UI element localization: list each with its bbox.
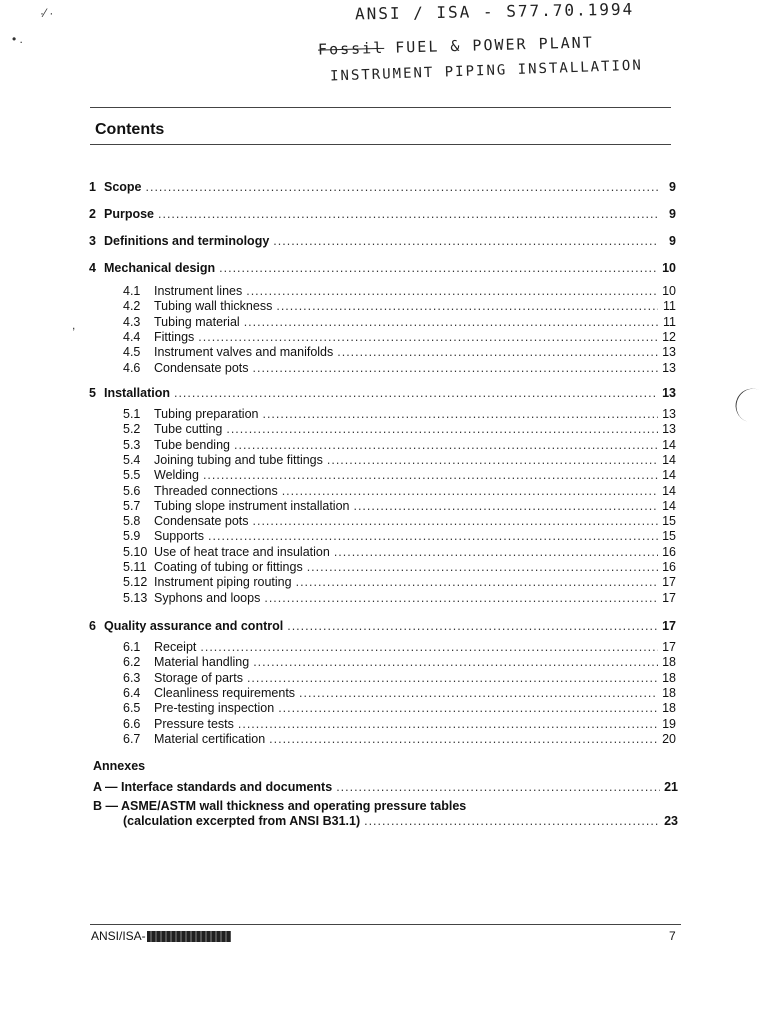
subsection-page: 20	[662, 731, 676, 746]
toc-subsection-5-10[interactable]	[123, 545, 676, 559]
toc-subsection-5-9[interactable]	[123, 529, 676, 543]
toc-section-5[interactable]	[89, 386, 676, 400]
subsection-number: 4.6	[123, 360, 141, 375]
toc-subsection-4-1[interactable]	[123, 284, 676, 298]
toc-subsection-4-3[interactable]	[123, 315, 676, 329]
subsection-page: 17	[662, 590, 676, 605]
subsection-number: 6.4	[123, 685, 141, 700]
subsection-number: 4.2	[123, 299, 141, 314]
subsection-number: 5.6	[123, 483, 141, 498]
subsection-number: 6.6	[123, 716, 141, 731]
section-page: 9	[669, 207, 676, 221]
subsection-number: 5.12	[123, 575, 148, 590]
subsection-page: 13	[662, 360, 676, 375]
leader-dots	[336, 780, 660, 794]
subsection-number: 5.10	[123, 544, 148, 559]
leader-dots	[307, 560, 658, 574]
toc-subsection-5-6[interactable]	[123, 484, 676, 498]
leader-dots	[282, 484, 658, 498]
subsection-number: 5.13	[123, 590, 148, 605]
leader-dots	[287, 619, 658, 633]
subsection-page: 17	[662, 640, 676, 654]
section-page: 13	[662, 386, 676, 400]
subsection-page: 13	[662, 345, 676, 360]
subsection-number: 5.8	[123, 514, 141, 529]
toc-subsection-6-3[interactable]	[123, 671, 676, 685]
top-rule	[90, 107, 671, 108]
toc-subsection-5-7[interactable]	[123, 499, 676, 513]
stray-mark: • .	[12, 32, 23, 46]
subsection-title: Joining tubing and tube fittings	[154, 452, 323, 467]
toc-subsection-5-3[interactable]	[123, 438, 676, 452]
toc-subsection-4-2[interactable]	[123, 299, 676, 313]
subsection-title: Use of heat trace and insulation	[154, 544, 330, 559]
leader-dots	[238, 717, 658, 731]
toc-subsection-4-4[interactable]	[123, 330, 676, 344]
section-number: 4	[89, 261, 96, 275]
subsection-number: 4.5	[123, 345, 141, 360]
subsection-title: Coating of tubing or fittings	[154, 560, 303, 574]
subsection-page: 17	[662, 575, 676, 590]
annexes-heading: Annexes	[93, 759, 146, 773]
leader-dots	[146, 180, 658, 194]
section-number: 2	[89, 207, 96, 221]
subsection-page: 14	[662, 452, 676, 467]
subsection-number: 4.3	[123, 314, 141, 329]
subsection-number: 6.7	[123, 731, 141, 746]
section-title: Quality assurance and control	[104, 619, 284, 633]
leader-dots	[262, 407, 658, 421]
subsection-page: 18	[662, 685, 676, 700]
subsection-number: 5.3	[123, 437, 141, 452]
handwritten-subtitle-line2: INSTRUMENT PIPING INSTALLATION	[329, 57, 644, 85]
title-rule	[90, 144, 671, 145]
section-number: 1	[89, 180, 96, 194]
leader-dots	[208, 529, 658, 543]
footer-standard-label	[91, 929, 231, 943]
subsection-title: Supports	[154, 529, 205, 544]
subsection-title: Tube bending	[154, 437, 230, 452]
annex-a-label: A — Interface standards and documents	[93, 780, 333, 794]
redacted-number	[147, 931, 231, 942]
toc-subsection-5-2[interactable]	[123, 422, 676, 436]
subsection-page: 11	[663, 314, 676, 329]
subsection-title: Instrument lines	[154, 284, 243, 298]
subsection-page: 14	[662, 483, 676, 498]
toc-subsection-6-4[interactable]	[123, 686, 676, 700]
section-title: Mechanical design	[104, 261, 216, 275]
leader-dots	[264, 591, 658, 605]
toc-subsection-6-7[interactable]	[123, 732, 676, 746]
handwritten-struck-word: Fossil	[317, 38, 385, 59]
subsection-page: 19	[662, 716, 676, 731]
subsection-number: 5.11	[123, 560, 147, 574]
toc-subsection-5-11[interactable]	[123, 560, 676, 574]
subsection-title: Condensate pots	[154, 360, 249, 375]
leader-dots	[299, 686, 658, 700]
footer-rule	[90, 924, 681, 925]
footer-page-number: 7	[669, 929, 676, 943]
annex-a-entry[interactable]	[93, 780, 678, 794]
leader-dots	[353, 499, 658, 513]
toc-subsection-4-6[interactable]	[123, 361, 676, 375]
leader-dots	[158, 207, 658, 221]
toc-subsection-6-2[interactable]	[123, 655, 676, 669]
subsection-title: Welding	[154, 468, 199, 483]
subsection-title: Storage of parts	[154, 670, 243, 685]
subsection-number: 4.1	[123, 284, 141, 298]
leader-dots	[253, 655, 658, 669]
toc-subsection-5-12[interactable]	[123, 575, 676, 589]
subsection-number: 5.9	[123, 529, 141, 544]
subsection-number: 5.7	[123, 498, 141, 513]
subsection-number: 6.3	[123, 670, 141, 685]
leader-dots	[296, 575, 658, 589]
handwritten-subtitle-line1	[318, 33, 594, 58]
subsection-number: 5.4	[123, 452, 141, 467]
section-number: 5	[89, 386, 96, 400]
leader-dots	[203, 468, 658, 482]
toc-section-4[interactable]	[89, 261, 676, 275]
annex-a-page: 21	[664, 780, 678, 794]
subsection-title: Receipt	[154, 640, 197, 654]
subsection-title: Tubing preparation	[154, 407, 259, 421]
subsection-title: Tubing wall thickness	[154, 299, 273, 314]
section-page: 17	[662, 619, 676, 633]
subsection-page: 18	[662, 701, 676, 716]
subsection-page: 15	[662, 514, 676, 529]
section-page: 9	[669, 180, 676, 194]
leader-dots	[226, 422, 658, 436]
section-title: Purpose	[104, 207, 155, 221]
leader-dots	[198, 330, 658, 344]
subsection-title: Material handling	[154, 655, 250, 670]
leader-dots	[334, 545, 658, 559]
leader-dots	[246, 284, 658, 298]
annex-b-entry[interactable]	[123, 814, 678, 828]
margin-pen-mark	[731, 384, 760, 422]
leader-dots	[174, 386, 658, 400]
subsection-title: Threaded connections	[154, 483, 278, 498]
leader-dots	[327, 453, 658, 467]
subsection-number: 4.4	[123, 329, 141, 344]
section-title: Scope	[104, 180, 142, 194]
section-page: 10	[662, 261, 676, 275]
annex-b-label-2: (calculation excerpted from ANSI B31.1)	[123, 814, 361, 828]
toc-subsection-5-13[interactable]	[123, 591, 676, 605]
subsection-page: 14	[662, 468, 676, 483]
subsection-number: 6.5	[123, 701, 141, 716]
subsection-number: 6.1	[123, 640, 141, 654]
subsection-number: 5.1	[123, 407, 141, 421]
toc-subsection-6-1[interactable]	[123, 640, 676, 654]
subsection-page: 13	[662, 407, 676, 421]
subsection-title: Material certification	[154, 731, 266, 746]
leader-dots	[247, 671, 658, 685]
subsection-title: Pre-testing inspection	[154, 701, 275, 716]
subsection-page: 12	[662, 329, 676, 344]
leader-dots	[253, 361, 658, 375]
leader-dots	[234, 438, 658, 452]
leader-dots	[269, 732, 658, 746]
subsection-title: Instrument valves and manifolds	[154, 345, 334, 360]
toc-section-6[interactable]	[89, 619, 676, 633]
stray-mark: ,	[72, 318, 76, 332]
toc-section-2[interactable]	[89, 207, 676, 221]
leader-dots	[200, 640, 658, 654]
toc-subsection-5-5[interactable]	[123, 468, 676, 482]
subsection-title: Tube cutting	[154, 422, 223, 437]
annex-b-label: B — ASME/ASTM wall thickness and operating pressure tables	[93, 799, 467, 813]
subsection-title: Tubing slope instrument installation	[154, 498, 350, 513]
leader-dots	[244, 315, 658, 329]
subsection-title: Condensate pots	[154, 514, 249, 529]
section-title: Installation	[104, 386, 170, 400]
annex-b-page: 23	[664, 814, 678, 828]
subsection-number: 5.2	[123, 422, 141, 437]
stray-mark: ·⁄ ·	[40, 6, 54, 20]
subsection-page: 10	[662, 284, 676, 298]
section-page: 9	[669, 234, 676, 248]
toc-subsection-5-1[interactable]	[123, 407, 676, 421]
subsection-page: 15	[662, 529, 676, 544]
subsection-page: 18	[662, 670, 676, 685]
subsection-title: Fittings	[154, 329, 195, 344]
section-number: 6	[89, 619, 96, 633]
leader-dots	[219, 261, 658, 275]
toc-subsection-5-8[interactable]	[123, 514, 676, 528]
subsection-number: 5.5	[123, 468, 141, 483]
leader-dots	[273, 234, 658, 248]
page-title: Contents	[95, 121, 165, 138]
subsection-number: 6.2	[123, 655, 141, 670]
subsection-title: Cleanliness requirements	[154, 685, 296, 700]
subsection-page: 14	[662, 437, 676, 452]
section-number: 3	[89, 234, 96, 248]
subsection-page: 16	[662, 560, 676, 574]
handwritten-standard-number: ANSI / ISA - S77.70.1994	[354, 0, 635, 24]
footer-text: ANSI/ISA-	[91, 929, 146, 943]
leader-dots	[337, 345, 658, 359]
handwritten-subtitle-rest: FUEL & POWER PLANT	[383, 33, 594, 57]
leader-dots	[364, 814, 660, 828]
leader-dots	[276, 299, 658, 313]
subsection-page: 18	[662, 655, 676, 670]
subsection-page: 14	[662, 498, 676, 513]
subsection-page: 16	[662, 544, 676, 559]
toc-subsection-5-4[interactable]	[123, 453, 676, 467]
subsection-page: 13	[662, 422, 676, 437]
toc-section-1[interactable]	[89, 180, 676, 194]
subsection-title: Instrument piping routing	[154, 575, 292, 590]
section-title: Definitions and terminology	[104, 234, 270, 248]
subsection-title: Tubing material	[154, 314, 240, 329]
subsection-title: Syphons and loops	[154, 590, 261, 605]
subsection-page: 11	[663, 299, 676, 314]
toc-section-3[interactable]	[89, 234, 676, 248]
subsection-title: Pressure tests	[154, 716, 234, 731]
toc-subsection-4-5[interactable]	[123, 345, 676, 359]
toc-subsection-6-6[interactable]	[123, 717, 676, 731]
leader-dots	[278, 701, 658, 715]
leader-dots	[253, 514, 658, 528]
toc-subsection-6-5[interactable]	[123, 701, 676, 715]
